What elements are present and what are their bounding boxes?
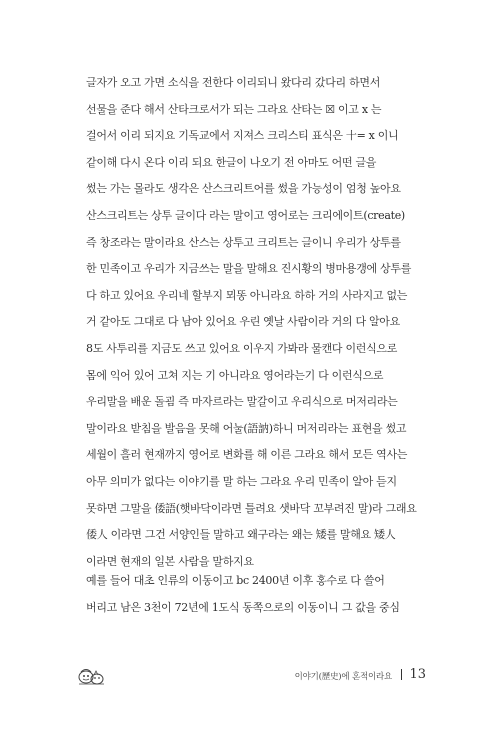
text-line: 산스크리트는 상투 글이다 라는 말이고 영어로는 크리에이트(create) (86, 208, 405, 222)
text-line: 몸에 익어 있어 고쳐 지는 기 아니라요 영어라는기 다 이런식으로 (86, 368, 384, 382)
running-title: 이야기(歷史)에 혼적이라요 (294, 672, 392, 682)
text-line: 거 같아도 그대로 다 남아 있어요 우린 옛날 사람이라 거의 다 알아요 (86, 315, 400, 329)
text-line: 다 하고 있어요 우리네 할부지 뫼똥 아니라요 하하 거의 사라지고 없는 (86, 288, 408, 302)
footer-divider (401, 669, 402, 680)
text-line: 아무 의미가 없다는 이야기를 말 하는 그라요 우리 민족이 알아 듣지 (86, 474, 397, 488)
text-line: 8도 사투리를 지금도 쓰고 있어요 이우지 가봐라 물캔다 이런식으로 (86, 341, 398, 355)
body-paragraph-1 (86, 70, 418, 575)
text-line: 같이해 다시 온다 이리 되요 한글이 나오기 전 아마도 어떤 글을 (86, 155, 377, 169)
text-line: 즉 창조라는 말이라요 산스는 상투고 크리트는 글이니 우리가 상투를 (86, 235, 401, 249)
text-line: 倭人 이라면 그건 서양인들 말하고 왜구라는 왜는 矮를 말해요 矮人 (86, 528, 396, 542)
page-footer (76, 664, 426, 688)
cartoon-character-icon (76, 664, 106, 686)
text-line: 선물을 준다 해서 산타크로서가 되는 그라요 산타는 ☒ 이고 x 는 (86, 102, 382, 116)
text-line: 우리말을 배운 돌굄 즉 마자르라는 말갈이고 우리식으로 머저리라는 (86, 395, 398, 409)
text-line: 세월이 흘러 현재까지 영어로 변화를 해 이른 그라요 해서 모든 역사는 (86, 448, 408, 462)
text-line: 썼는 가는 몰라도 생각은 산스크리트어를 썼을 가능성이 엄청 높아요 (86, 182, 401, 196)
page-number: 13 (409, 667, 426, 682)
text-line: 못하면 그말을 倭語(햇바닥이라면 틀려요 샛바닥 꼬부려진 말)라 그래요 (86, 501, 417, 515)
text-line: 예를 들어 대초 인류의 이동이고 bc 2400년 이후 홍수로 다 쓸어 (86, 574, 385, 587)
text-line: 글자가 오고 가면 소식을 전한다 이리되니 왔다리 갔다리 하면서 (86, 76, 381, 89)
text-line: 한 민족이고 우리가 지금쓰는 말을 말해요 진시황의 병마용갱에 상투를 (86, 262, 412, 276)
text-line: 말이라요 받침을 발음을 못해 어눌(語訥)하니 머저리라는 표현을 썼고 (86, 421, 407, 435)
text-line: 걸어서 이리 되지요 기독교에서 지져스 크리스티 표식은 十= x 이니 (86, 129, 399, 143)
body-paragraph-2 (86, 568, 418, 621)
text-line: 이라면 현재의 일본 사람을 말하지요 (86, 554, 254, 568)
text-line: 버리고 남은 3천이 72년에 1도식 동쪽으로의 이동이니 그 값을 중심 (86, 600, 400, 614)
